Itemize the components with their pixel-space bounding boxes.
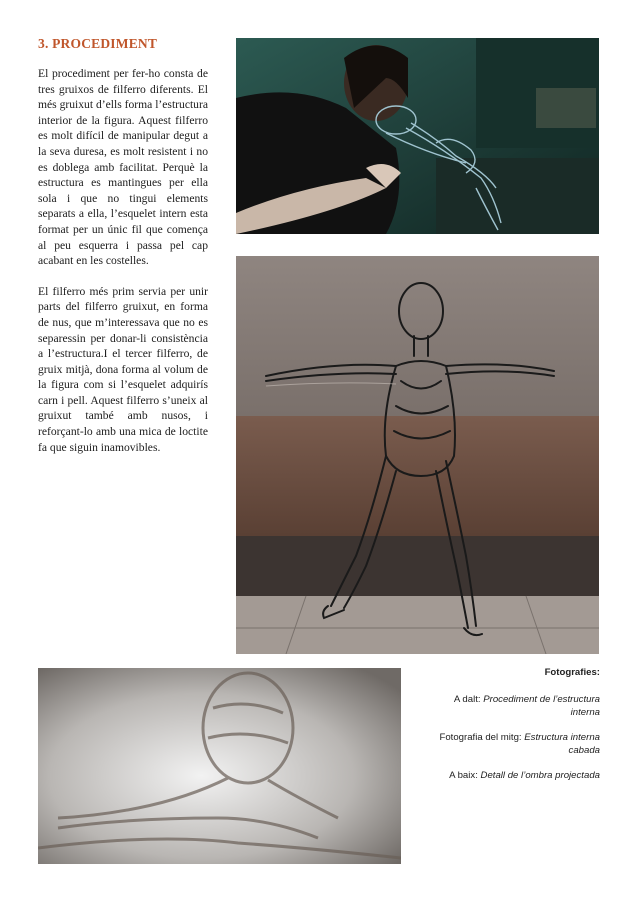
photo-procedure (236, 38, 599, 234)
caption-top (430, 693, 600, 719)
caption-text: Detall de l’ombra projectada (480, 770, 600, 781)
caption-prefix: A dalt: (453, 694, 484, 705)
paragraph: El procediment per fer-ho consta de tres gruixos de filferro diferents. El més gruixut d’ells forma l’estructura interior de la figura. Aquest filferro es molt difícil de manipular degut a la seva duresa, es molt resistent i no es doblega amb facilitat. Perquè la estructura es mantingues per ella sola i que no tingui elements separats a ella, l’esquelet intern esta format per un únic fil que comença al peu esquerra i passa pel cap acabant en les costelles. (38, 67, 208, 268)
photo-wire-structure (236, 256, 599, 654)
caption-middle (430, 731, 600, 757)
photo-shadow-detail (38, 668, 401, 864)
caption-bottom (430, 769, 600, 782)
caption-prefix: Fotografia del mitg: (439, 732, 525, 743)
caption-text: Estructura interna cabada (524, 732, 600, 756)
section-title: 3. PROCEDIMENT (38, 36, 158, 51)
captions-heading: Fotografies: (544, 667, 600, 678)
paragraph: El filferro més prim servia per unir parts del filferro gruixut, en forma de nus, que m’interessava que no es separessin per donar-li consistència a l’estructura.I el tercer filferro, de gruix mitjà, dona forma al volum de la figura com si l’esquelet adquirís carn i pell. Aquest filferro s’uneix al gruixut també amb nusos, i reforçant-lo amb una mica de loctite fa que siguin inamovibles. (38, 284, 208, 454)
body-text (38, 66, 208, 470)
caption-prefix: A baix: (449, 770, 481, 781)
caption-text: Procediment de l’estructura interna (483, 694, 600, 718)
photo-captions (430, 666, 600, 794)
